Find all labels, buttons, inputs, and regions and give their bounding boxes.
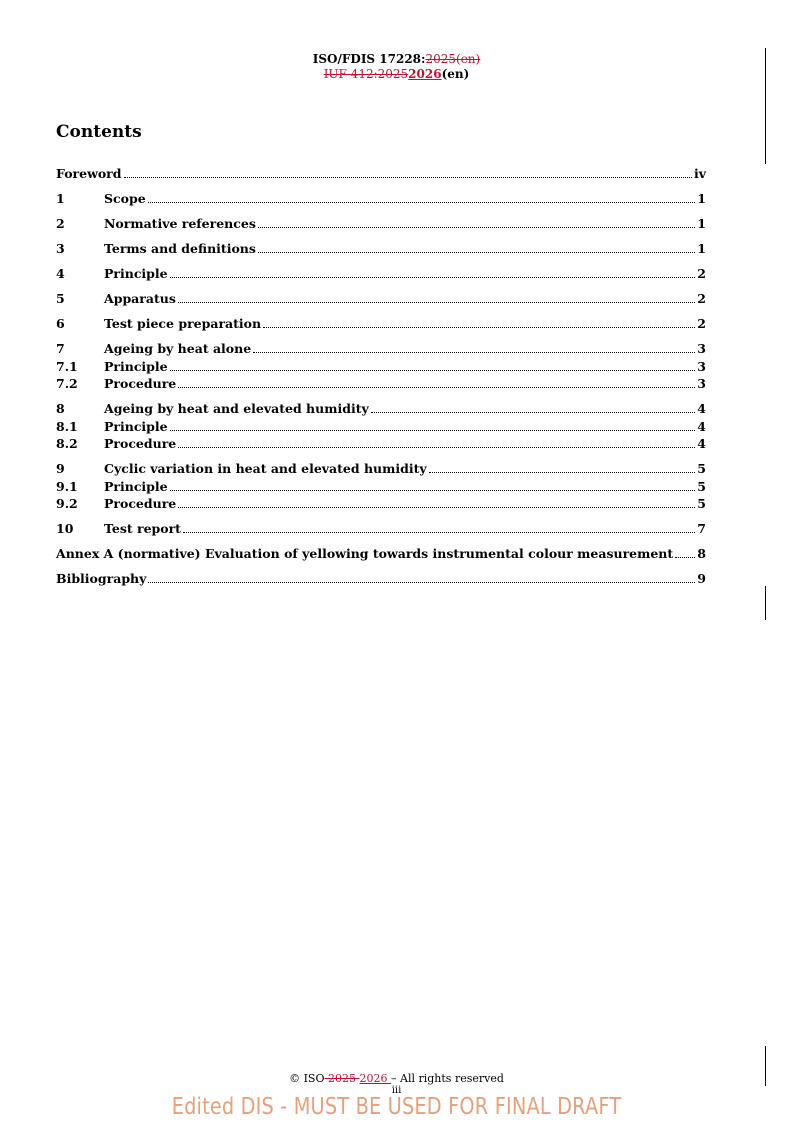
toc-leader-dots <box>183 532 695 533</box>
toc-leader-dots <box>170 370 696 371</box>
toc-entry[interactable] <box>56 359 706 375</box>
toc-leader-dots <box>124 177 692 178</box>
toc-entry-page: 8 <box>697 546 706 561</box>
toc-entry[interactable] <box>56 376 706 392</box>
toc-entry-number: 1 <box>56 191 65 206</box>
toc-entry[interactable] <box>56 166 706 182</box>
toc-leader-dots <box>178 302 695 303</box>
document-id-line-2 <box>0 67 793 81</box>
change-bar <box>765 48 766 164</box>
deleted-text: 2025(en) <box>425 52 481 66</box>
deleted-text: IUF 412:2025 <box>323 67 409 81</box>
toc-entry-page: 2 <box>697 291 706 306</box>
page-number: iii <box>391 1085 402 1096</box>
toc-entry-page: 5 <box>697 461 706 476</box>
toc-leader-dots <box>675 557 695 558</box>
toc-entry-title: Foreword <box>56 166 122 181</box>
toc-entry-page: 5 <box>697 496 706 511</box>
toc-leader-dots <box>178 507 695 508</box>
toc-entry[interactable] <box>56 316 706 332</box>
toc-leader-dots <box>178 387 695 388</box>
toc-leader-dots <box>258 252 695 253</box>
toc-entry-number: 7.1 <box>56 359 78 374</box>
inserted-text: 2026 <box>408 67 442 81</box>
toc-leader-dots <box>170 490 696 491</box>
language-code: (en) <box>441 67 470 81</box>
toc-entry[interactable] <box>56 266 706 282</box>
toc-entry-number: 9.2 <box>56 496 78 511</box>
toc-entry[interactable] <box>56 546 706 562</box>
toc-entry-title: Ageing by heat and elevated humidity <box>104 401 369 416</box>
toc-entry-number: 8.2 <box>56 436 78 451</box>
toc-entry-title: Principle <box>104 419 168 434</box>
toc-entry-title: Scope <box>104 191 146 206</box>
toc-entry-title: Apparatus <box>104 291 176 306</box>
toc-entry-page: 2 <box>697 316 706 331</box>
toc-entry-title: Annex A (normative) Evaluation of yellowing towards instrumental colour measurement <box>56 546 674 561</box>
toc-entry-page: iv <box>693 166 706 181</box>
toc-entry-title: Terms and definitions <box>104 241 256 256</box>
toc-entry-number: 3 <box>56 241 65 256</box>
toc-entry-page: 3 <box>697 376 706 391</box>
watermark: Edited DIS - MUST BE USED FOR FINAL DRAFT <box>171 1094 622 1120</box>
toc-entry-page: 1 <box>697 191 706 206</box>
toc-entry-page: 3 <box>697 341 706 356</box>
toc-leader-dots <box>170 430 696 431</box>
toc-entry[interactable] <box>56 291 706 307</box>
toc-entry-title: Cyclic variation in heat and elevated humidity <box>104 461 427 476</box>
document-id: ISO/FDIS 17228: <box>312 52 426 66</box>
toc-entry-title: Normative references <box>104 216 256 231</box>
toc-entry[interactable] <box>56 436 706 452</box>
toc-entry-title: Procedure <box>104 376 177 391</box>
toc-entry-number: 9.1 <box>56 479 78 494</box>
toc-entry-page: 9 <box>697 571 706 586</box>
toc-entry-page: 1 <box>697 241 706 256</box>
toc-entry-number: 6 <box>56 316 65 331</box>
toc-leader-dots <box>258 227 695 228</box>
toc-entry-title: Principle <box>104 266 168 281</box>
toc-leader-dots <box>371 412 696 413</box>
toc-entry-title: Ageing by heat alone <box>104 341 252 356</box>
copyright-notice <box>0 1072 793 1085</box>
change-bar <box>765 586 766 620</box>
toc-entry-title: Principle <box>104 479 168 494</box>
toc-entry-page: 1 <box>697 216 706 231</box>
deleted-text: 2025 <box>324 1072 360 1085</box>
copyright-prefix: © ISO <box>289 1072 325 1085</box>
toc-leader-dots <box>429 472 696 473</box>
toc-entry-number: 7 <box>56 341 65 356</box>
inserted-text: 2026 <box>359 1072 391 1085</box>
toc-entry[interactable] <box>56 496 706 512</box>
toc-entry-page: 3 <box>697 359 706 374</box>
toc-leader-dots <box>178 447 695 448</box>
toc-entry[interactable] <box>56 191 706 207</box>
toc-entry-number: 9 <box>56 461 65 476</box>
toc-entry-number: 4 <box>56 266 65 281</box>
toc-entry-title: Test piece preparation <box>104 316 262 331</box>
toc-leader-dots <box>253 352 695 353</box>
toc-entry-title: Test report <box>104 521 181 536</box>
toc-entry-title: Procedure <box>104 496 177 511</box>
toc-entry-number: 8.1 <box>56 419 78 434</box>
toc-entry-page: 7 <box>697 521 706 536</box>
contents-title: Contents <box>56 122 142 142</box>
toc-entry-page: 5 <box>697 479 706 494</box>
toc-entry-page: 2 <box>697 266 706 281</box>
toc-leader-dots <box>148 202 696 203</box>
toc-entry[interactable] <box>56 401 706 417</box>
toc-entry[interactable] <box>56 571 706 587</box>
toc-entry[interactable] <box>56 419 706 435</box>
toc-entry-title: Procedure <box>104 436 177 451</box>
toc-entry-number: 7.2 <box>56 376 78 391</box>
copyright-suffix: – All rights reserved <box>391 1072 504 1085</box>
document-id-line <box>0 52 793 66</box>
toc-entry[interactable] <box>56 341 706 357</box>
toc-leader-dots <box>263 327 695 328</box>
toc-entry[interactable] <box>56 241 706 257</box>
toc-entry-number: 5 <box>56 291 65 306</box>
toc-leader-dots <box>170 277 696 278</box>
toc-entry[interactable] <box>56 479 706 495</box>
toc-entry-number: 10 <box>56 521 74 536</box>
toc-entry[interactable] <box>56 216 706 232</box>
toc-entry[interactable] <box>56 521 706 537</box>
toc-entry-number: 2 <box>56 216 65 231</box>
toc-entry-page: 4 <box>697 436 706 451</box>
toc-entry[interactable] <box>56 461 706 477</box>
toc-leader-dots <box>148 582 695 583</box>
toc-entry-page: 4 <box>697 401 706 416</box>
toc-entry-title: Principle <box>104 359 168 374</box>
toc-entry-title: Bibliography <box>56 571 147 586</box>
toc-entry-page: 4 <box>697 419 706 434</box>
toc-entry-number: 8 <box>56 401 65 416</box>
